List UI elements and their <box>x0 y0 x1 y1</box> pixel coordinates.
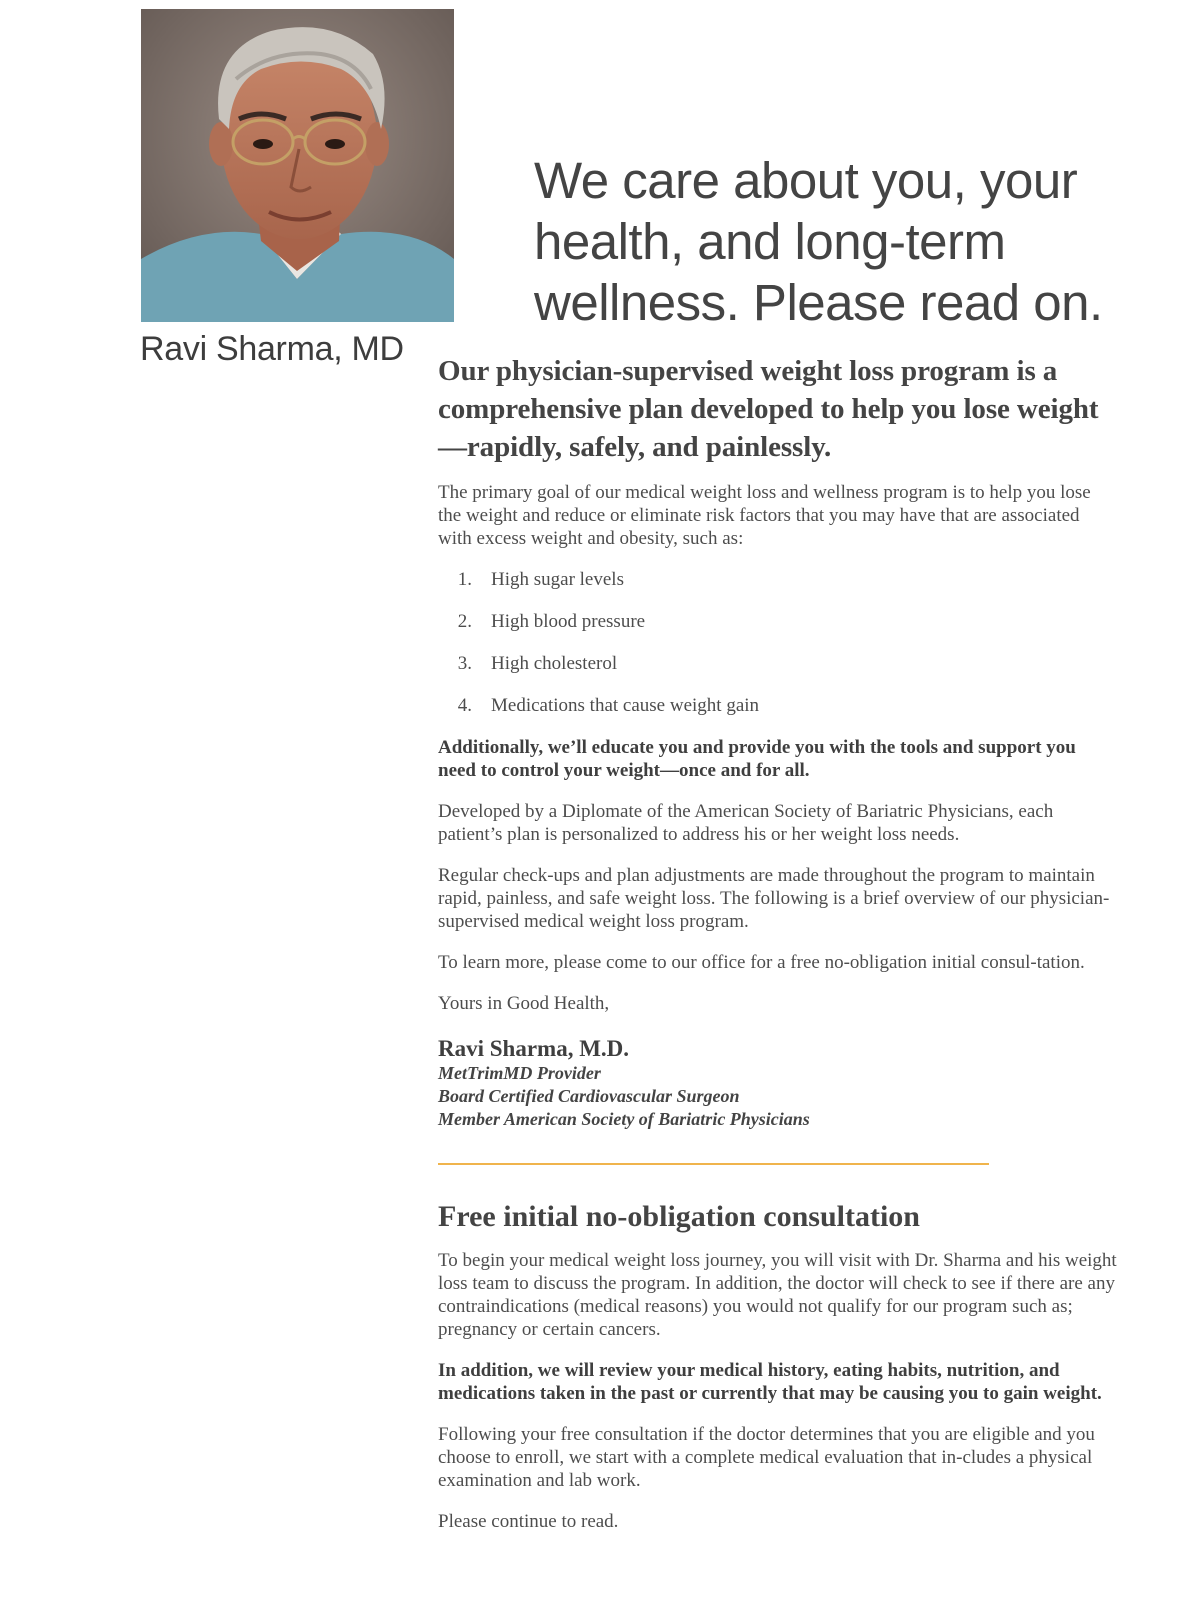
list-item-number: 1. <box>457 569 472 590</box>
list-item-number: 2. <box>457 611 472 632</box>
list-item-text: High blood pressure <box>491 611 646 632</box>
section-divider <box>438 1163 989 1165</box>
list-item <box>438 652 1118 675</box>
consultation-heading: Free initial no-obligation consultation <box>438 1200 920 1233</box>
consultation-paragraph: To begin your medical weight loss journey, you will visit with Dr. Sharma and his weight loss team to discuss the program. In addition, the doctor will check to see if there are any contraindications (medical reasons) you would not qualify for our program such as; pregnancy or certain cancers. <box>438 1250 1117 1340</box>
doctor-photo <box>141 9 454 322</box>
main-content <box>438 352 1118 1551</box>
consultation-enroll-paragraph: Following your free consultation if the doctor determines that you are eligible and you choose to enroll, we start with a complete medical evaluation that in-cludes a physical examination and lab work. <box>438 1424 1095 1491</box>
risk-factor-list <box>438 568 1118 717</box>
list-item-number: 4. <box>457 695 472 716</box>
signature-credential: Board Certified Cardiovascular Surgeon <box>438 1086 740 1106</box>
signature-credential: Member American Society of Bariatric Physicians <box>438 1109 810 1129</box>
closing-salutation: Yours in Good Health, <box>438 993 610 1014</box>
list-item-number: 3. <box>457 653 472 674</box>
tagline-heading: We care about you, your health, and long-term wellness. Please read on. <box>534 152 1103 331</box>
education-paragraph: Additionally, we’ll educate you and provide you with the tools and support you need to control your weight—once and for all. <box>438 737 1076 781</box>
list-item-text: High sugar levels <box>491 569 624 590</box>
list-item <box>438 694 1118 717</box>
goal-paragraph: The primary goal of our medical weight loss and wellness program is to help you lose the weight and reduce or eliminate risk factors that you may have that are associated with excess weight and obesity, such as: <box>438 482 1091 549</box>
consultation-review-paragraph: In addition, we will review your medical history, eating habits, nutrition, and medications taken in the past or currently that may be causing you to gain weight. <box>438 1360 1102 1404</box>
developed-paragraph: Developed by a Diplomate of the American Society of Bariatric Physicians, each patient’s plan is personalized to address his or her weight loss needs. <box>438 801 1054 845</box>
photo-caption: Ravi Sharma, MD <box>140 330 404 368</box>
list-item-text: High cholesterol <box>491 653 618 674</box>
signature-credential: MetTrimMD Provider <box>438 1063 601 1083</box>
intro-heading: Our physician-supervised weight loss program is a comprehensive plan developed to help you lose weight—rapidly, safely, and painlessly. <box>438 355 1099 463</box>
checkups-paragraph: Regular check-ups and plan adjustments are made throughout the program to maintain rapid, painless, and safe weight loss. The following is a brief overview of our physician-supervised medical weight loss program. <box>438 865 1110 932</box>
continue-reading-text: Please continue to read. <box>438 1511 619 1532</box>
signature-name: Ravi Sharma, M.D. <box>438 1036 630 1061</box>
list-item-text: Medications that cause weight gain <box>491 695 760 716</box>
learn-more-paragraph: To learn more, please come to our office for a free no-obligation initial consul-tation. <box>438 952 1085 973</box>
list-item <box>438 568 1118 591</box>
list-item <box>438 610 1118 633</box>
